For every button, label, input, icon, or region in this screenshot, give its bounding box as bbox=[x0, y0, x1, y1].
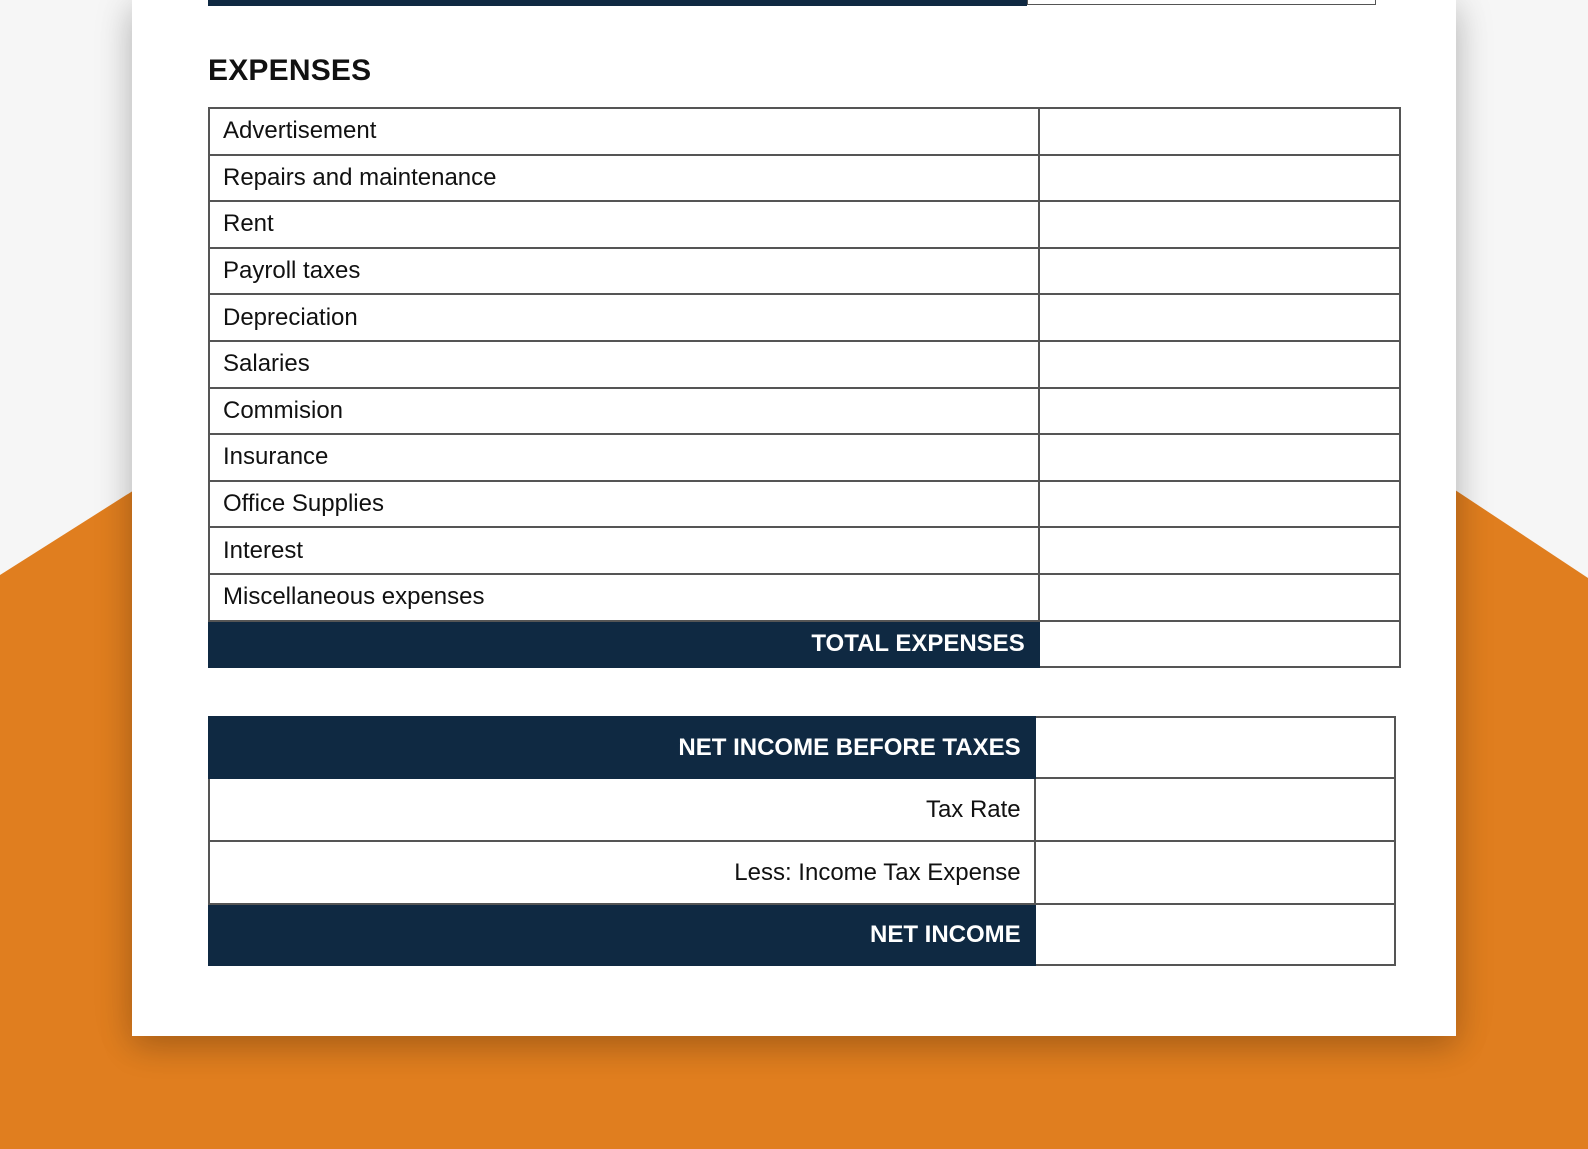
income-tax-expense-value[interactable] bbox=[1035, 841, 1395, 904]
expense-label-payroll-taxes: Payroll taxes bbox=[209, 248, 1039, 295]
table-row bbox=[209, 341, 1400, 388]
expense-label-repairs: Repairs and maintenance bbox=[209, 155, 1039, 202]
previous-section-total-row bbox=[208, 0, 1376, 6]
expense-value-interest[interactable] bbox=[1039, 527, 1400, 574]
expense-label-depreciation: Depreciation bbox=[209, 294, 1039, 341]
expense-label-office-supplies: Office Supplies bbox=[209, 481, 1039, 528]
table-row bbox=[209, 841, 1395, 904]
expenses-table bbox=[208, 107, 1401, 668]
net-income-value[interactable] bbox=[1035, 904, 1395, 965]
expense-value-office-supplies[interactable] bbox=[1039, 481, 1400, 528]
total-expenses-value[interactable] bbox=[1039, 621, 1400, 668]
income-tax-expense-label: Less: Income Tax Expense bbox=[209, 841, 1035, 904]
table-row bbox=[209, 778, 1395, 841]
net-income-label: NET INCOME bbox=[209, 904, 1035, 965]
table-row bbox=[209, 155, 1400, 202]
previous-total-value-cell[interactable] bbox=[1027, 0, 1376, 5]
total-expenses-row bbox=[209, 621, 1400, 668]
expense-value-miscellaneous[interactable] bbox=[1039, 574, 1400, 621]
net-income-table bbox=[208, 716, 1396, 966]
expense-label-advertisement: Advertisement bbox=[209, 108, 1039, 155]
tax-rate-value[interactable] bbox=[1035, 778, 1395, 841]
expense-label-rent: Rent bbox=[209, 201, 1039, 248]
expense-label-miscellaneous: Miscellaneous expenses bbox=[209, 574, 1039, 621]
table-row bbox=[209, 574, 1400, 621]
expense-value-repairs[interactable] bbox=[1039, 155, 1400, 202]
expense-label-commision: Commision bbox=[209, 388, 1039, 435]
tax-rate-label: Tax Rate bbox=[209, 778, 1035, 841]
expense-value-commision[interactable] bbox=[1039, 388, 1400, 435]
expense-label-interest: Interest bbox=[209, 527, 1039, 574]
expense-value-insurance[interactable] bbox=[1039, 434, 1400, 481]
expenses-section-title: EXPENSES bbox=[208, 54, 372, 87]
expense-value-payroll-taxes[interactable] bbox=[1039, 248, 1400, 295]
document-page bbox=[132, 0, 1456, 1036]
expense-value-depreciation[interactable] bbox=[1039, 294, 1400, 341]
expense-value-salaries[interactable] bbox=[1039, 341, 1400, 388]
table-row bbox=[209, 108, 1400, 155]
total-expenses-label: TOTAL EXPENSES bbox=[209, 621, 1039, 668]
net-income-before-taxes-value[interactable] bbox=[1035, 717, 1395, 778]
expense-value-rent[interactable] bbox=[1039, 201, 1400, 248]
table-row bbox=[209, 481, 1400, 528]
expense-label-insurance: Insurance bbox=[209, 434, 1039, 481]
table-row bbox=[209, 434, 1400, 481]
expense-value-advertisement[interactable] bbox=[1039, 108, 1400, 155]
table-row bbox=[209, 248, 1400, 295]
previous-total-label-cell bbox=[208, 0, 1027, 6]
net-income-before-taxes-label: NET INCOME BEFORE TAXES bbox=[209, 717, 1035, 778]
table-row bbox=[209, 717, 1395, 778]
table-row bbox=[209, 294, 1400, 341]
table-row bbox=[209, 388, 1400, 435]
table-row bbox=[209, 904, 1395, 965]
table-row bbox=[209, 201, 1400, 248]
expense-label-salaries: Salaries bbox=[209, 341, 1039, 388]
table-row bbox=[209, 527, 1400, 574]
